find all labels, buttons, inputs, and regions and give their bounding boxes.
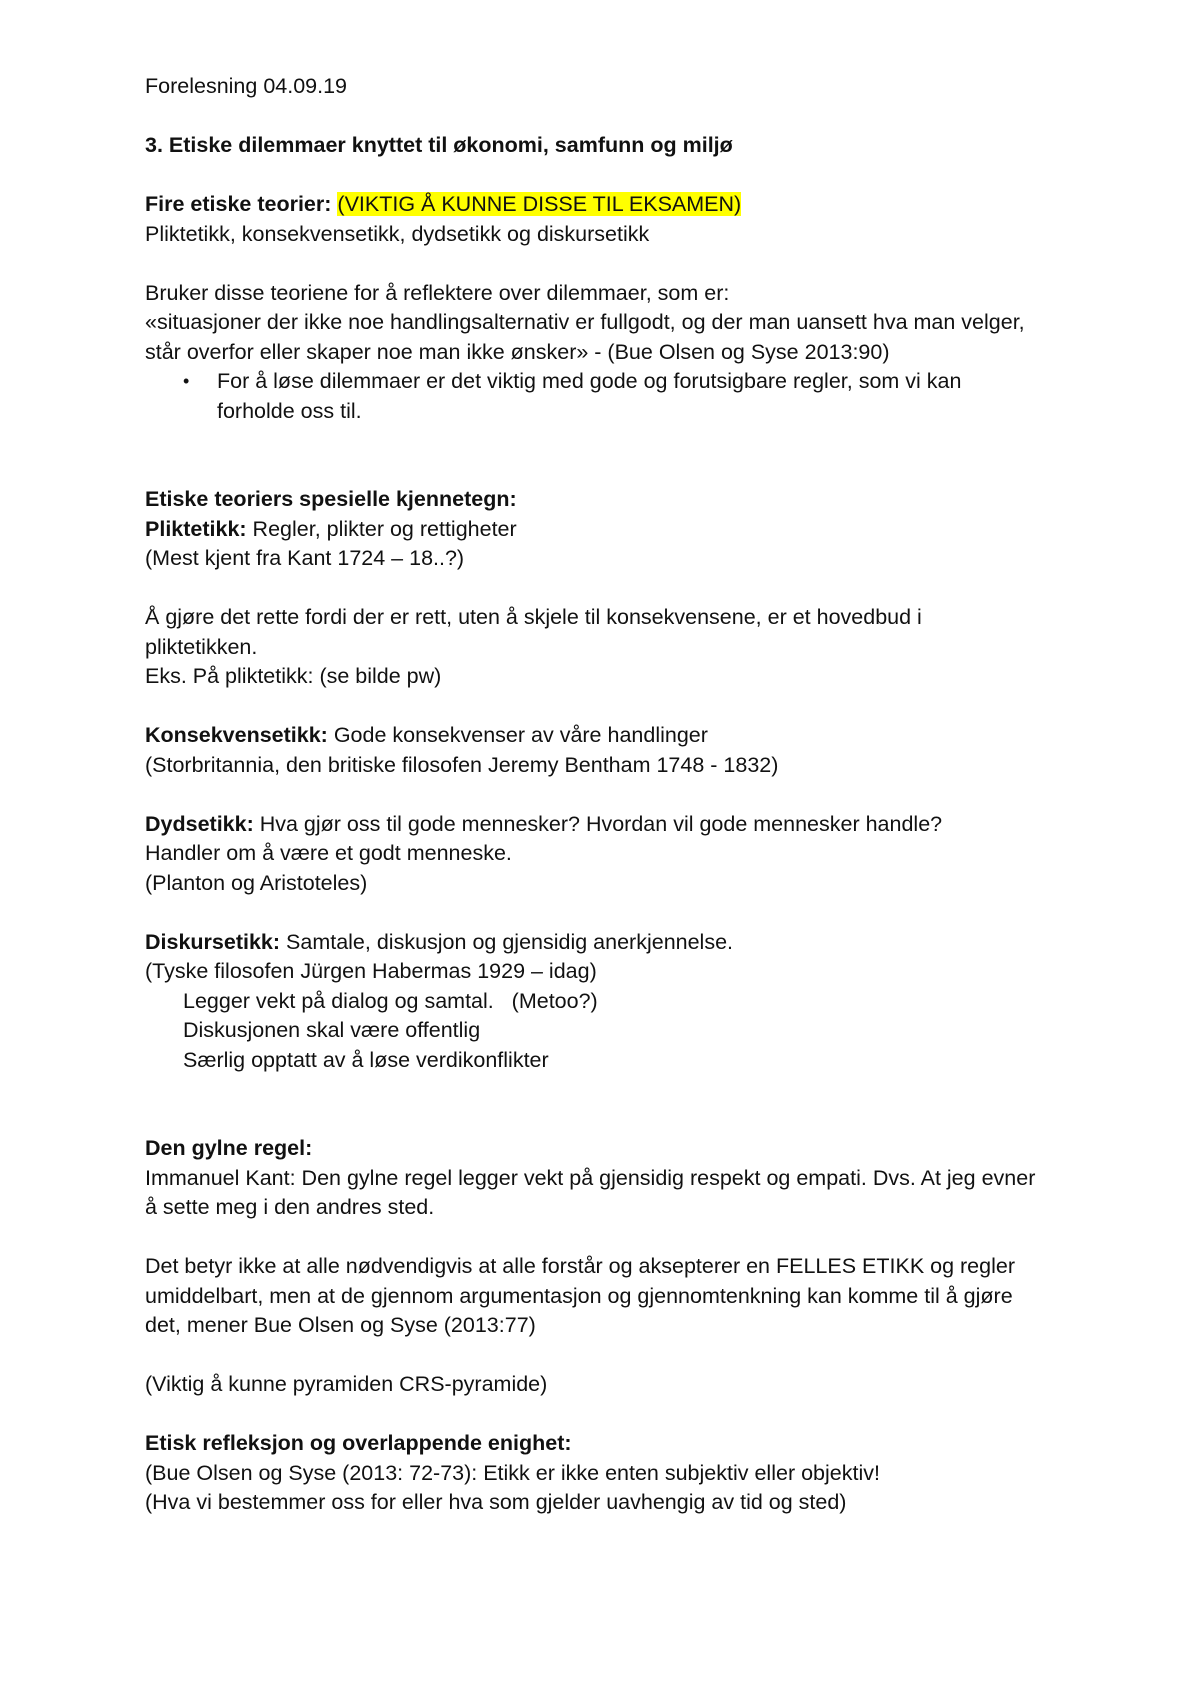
document-page bbox=[145, 72, 1075, 1518]
pliktetikk-line bbox=[145, 515, 1075, 545]
diskursetikk-label: Diskursetikk: bbox=[145, 929, 281, 954]
golden-rule-line2: å sette meg i den andres sted. bbox=[145, 1195, 435, 1219]
document-header: Forelesning 04.09.19 bbox=[145, 74, 348, 98]
diskursetikk-sub1: Legger vekt på dialog og samtal. (Metoo?) bbox=[183, 988, 598, 1013]
pliktetikk-example: Eks. På pliktetikk: (se bilde pw) bbox=[145, 664, 442, 688]
theories-list: Pliktetikk, konsekvensetikk, dydsetikk og diskursetikk bbox=[145, 221, 650, 246]
golden-rule-heading: Den gylne regel: bbox=[145, 1136, 313, 1160]
exam-highlight: (VIKTIG Å KUNNE DISSE TIL EKSAMEN) bbox=[337, 192, 742, 216]
pliktetikk-text: Regler, plikter og rettigheter bbox=[246, 516, 517, 541]
reflection-line2: (Hva vi bestemmer oss for eller hva som gjelder uavhengig av tid og sted) bbox=[145, 1490, 847, 1514]
pliktetikk-note: (Mest kjent fra Kant 1724 – 18..?) bbox=[145, 546, 465, 570]
pyramid-note: (Viktig å kunne pyramiden CRS-pyramide) bbox=[145, 1372, 548, 1396]
reflection-heading: Etisk refleksjon og overlappende enighet: bbox=[145, 1431, 572, 1455]
pliktetikk-label: Pliktetikk: bbox=[145, 516, 247, 541]
dydsetikk-note: (Planton og Aristoteles) bbox=[145, 870, 368, 895]
diskursetikk-sub3: Særlig opptatt av å løse verdikonflikter bbox=[183, 1047, 549, 1072]
diskursetikk-text: Samtale, diskusjon og gjensidig anerkjennelse. bbox=[280, 929, 734, 954]
golden-rule-para-line3: det, mener Bue Olsen og Syse (2013:77) bbox=[145, 1313, 536, 1337]
section-title: 3. Etiske dilemmaer knyttet til økonomi, samfunn og miljø bbox=[145, 133, 733, 157]
konsekvensetikk-line bbox=[145, 721, 1075, 751]
diskursetikk-line bbox=[145, 928, 1075, 958]
golden-rule-para-line1: Det betyr ikke at alle nødvendigvis at alle forstår og aksepterer en FELLES ETIKK og regler bbox=[145, 1254, 1015, 1278]
list-item bbox=[145, 367, 1075, 426]
dydsetikk-label: Dydsetikk: bbox=[145, 811, 254, 836]
dilemma-quote-line1: «situasjoner der ikke noe handlingsalternativ er fullgodt, og der man uansett hva man velger, bbox=[145, 310, 1025, 334]
pliktetikk-para-line1: Å gjøre det rette fordi der er rett, uten å skjele til konsekvensene, er et hovedbud i bbox=[145, 605, 922, 629]
konsekvensetikk-note: (Storbritannia, den britiske filosofen Jeremy Bentham 1748 - 1832) bbox=[145, 752, 779, 777]
pliktetikk-para-line2: pliktetikken. bbox=[145, 634, 258, 659]
dydsetikk-line2: Handler om å være et godt menneske. bbox=[145, 841, 512, 865]
bullet-icon: • bbox=[183, 371, 190, 391]
diskursetikk-sub2: Diskusjonen skal være offentlig bbox=[183, 1018, 481, 1042]
bullet-text bbox=[217, 367, 1075, 426]
golden-rule-line1: Immanuel Kant: Den gylne regel legger vekt på gjensidig respekt og empati. Dvs. At jeg evner bbox=[145, 1165, 1036, 1190]
bullet-line2: forholde oss til. bbox=[217, 398, 362, 423]
bullet-line1: For å løse dilemmaer er det viktig med gode og forutsigbare regler, som vi kan bbox=[217, 369, 962, 393]
dilemma-quote-line2: står overfor eller skaper noe man ikke ønsker» - (Bue Olsen og Syse 2013:90) bbox=[145, 339, 890, 364]
dilemma-intro: Bruker disse teoriene for å reflektere over dilemmaer, som er: bbox=[145, 280, 730, 305]
konsekvensetikk-text: Gode konsekvenser av våre handlinger bbox=[327, 723, 708, 747]
characteristics-heading: Etiske teoriers spesielle kjennetegn: bbox=[145, 487, 517, 511]
konsekvensetikk-label: Konsekvensetikk: bbox=[145, 723, 328, 747]
dydsetikk-line bbox=[145, 810, 1075, 840]
theories-heading: Fire etiske teorier: bbox=[145, 192, 332, 216]
reflection-line1: (Bue Olsen og Syse (2013: 72-73): Etikk er ikke enten subjektiv eller objektiv! bbox=[145, 1460, 880, 1485]
golden-rule-para-line2: umiddelbart, men at de gjennom argumentasjon og gjennomtenkning kan komme til å gjøre bbox=[145, 1283, 1013, 1308]
theories-heading-line bbox=[145, 190, 1075, 220]
diskursetikk-note: (Tyske filosofen Jürgen Habermas 1929 – idag) bbox=[145, 959, 597, 983]
dydsetikk-text: Hva gjør oss til gode mennesker? Hvordan vil gode mennesker handle? bbox=[253, 811, 943, 836]
